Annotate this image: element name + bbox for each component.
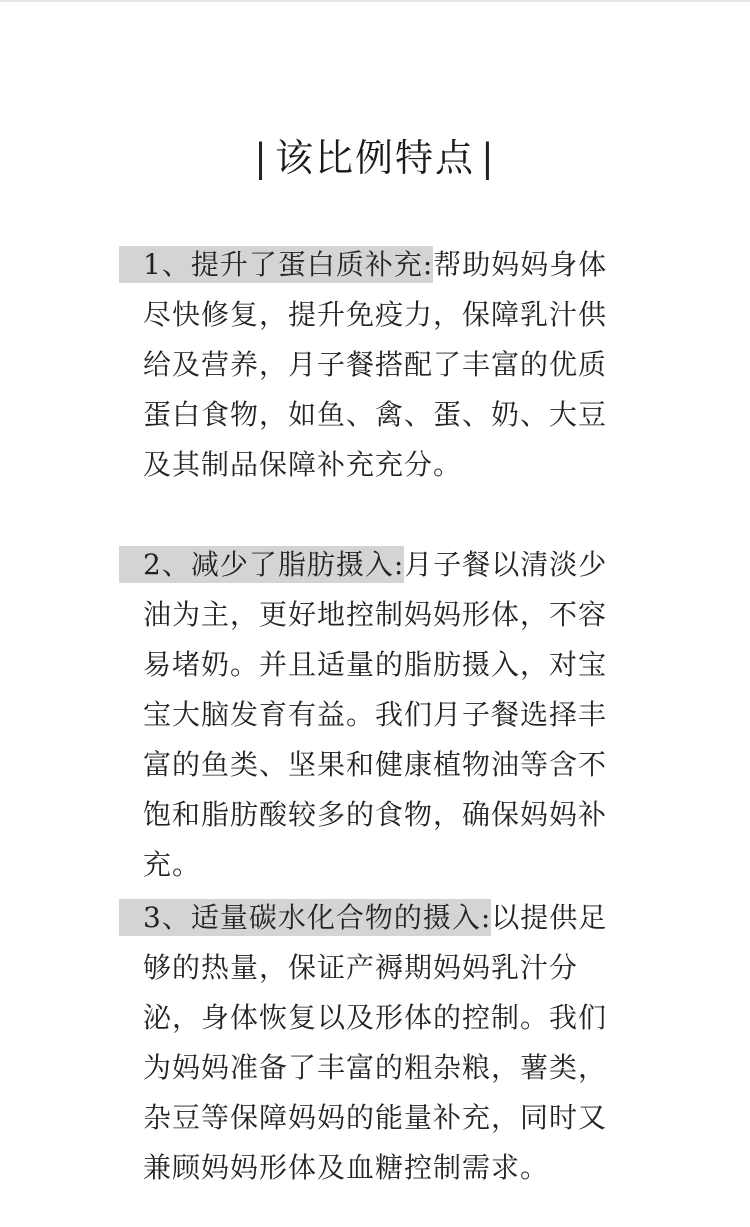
section-body: 以提供足够的热量，保证产褥期妈妈乳汁分泌，身体恢复以及形体的控制。我们为妈妈准备了丰富的粗杂粮，薯类，杂豆等保障妈妈的能量补充，同时又兼顾妈妈形体及血糖控制需求。 [143, 901, 608, 1184]
feature-section-fat [143, 540, 633, 890]
feature-section-protein [143, 240, 633, 490]
page-title [0, 132, 750, 184]
section-heading: 2、减少了脂肪摄入: [143, 548, 405, 581]
section-heading: 3、适量碳水化合物的摄入: [143, 901, 492, 934]
title-left-bar: | [254, 136, 269, 180]
section-body: 帮助妈妈身体尽快修复，提升免疫力，保障乳汁供给及营养，月子餐搭配了丰富的优质蛋白食物，如鱼、禽、蛋、奶、大豆及其制品保障补充充分。 [143, 248, 608, 481]
section-body: 月子餐以清淡少油为主，更好地控制妈妈形体，不容易堵奶。并且适量的脂肪摄入，对宝宝大脑发育有益。我们月子餐选择丰富的鱼类、坚果和健康植物油等含不饱和脂肪酸较多的食物，确保妈妈补充。 [143, 548, 608, 881]
title-right-bar: | [481, 136, 496, 180]
title-text: 该比例特点 [274, 136, 475, 180]
top-divider [0, 0, 750, 2]
section-heading: 1、提升了蛋白质补充: [143, 248, 434, 281]
feature-section-carbohydrate [143, 893, 633, 1193]
